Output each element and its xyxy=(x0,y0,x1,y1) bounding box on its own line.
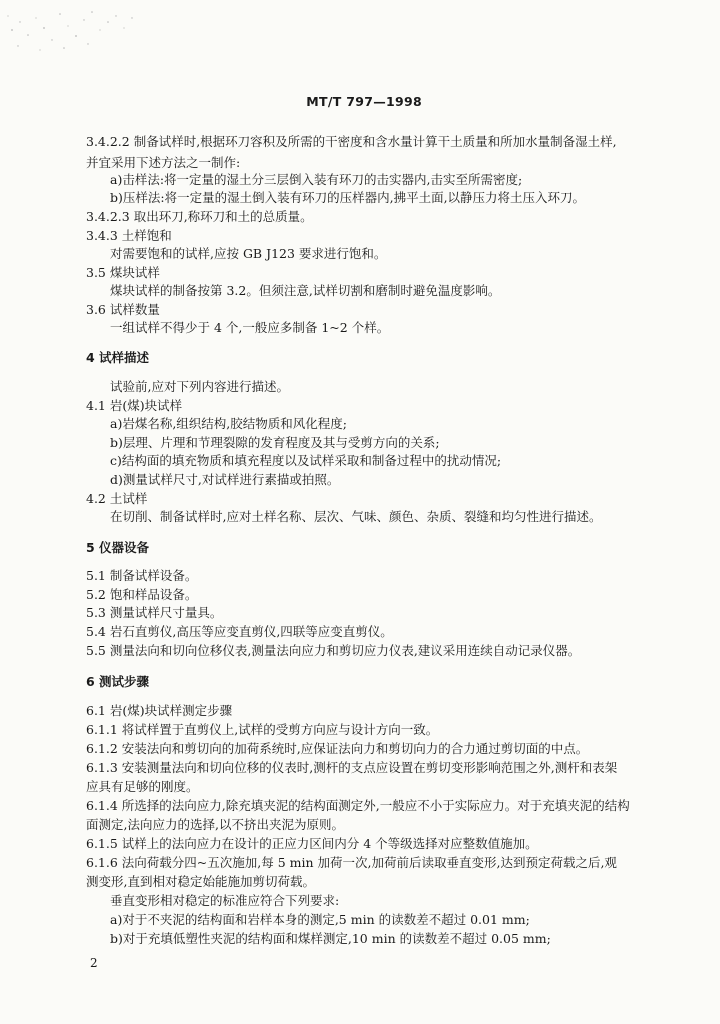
text-line-l09: 煤块试样的制备按第 3.2。但须注意,试样切割和磨制时避免温度影响。 xyxy=(110,283,501,298)
text-line-l10: 3.6 试样数量 xyxy=(86,302,160,317)
text-line-l16: b)层理、片理和节理裂隙的发育程度及其与受剪方向的关系; xyxy=(110,435,440,450)
text-line-l22: 5.1 制备试样设备。 xyxy=(86,568,198,583)
text-line-l17: c)结构面的填充物质和填充程度以及试样采取和制备过程中的扰动情况; xyxy=(110,453,502,468)
text-line-l38: 垂直变形相对稳定的标准应符合下列要求: xyxy=(110,893,340,908)
text-line-l03: a)击样法:将一定量的湿土分三层倒入装有环刀的击实器内,击实至所需密度; xyxy=(110,172,523,187)
text-line-l02: 并宜采用下述方法之一制作: xyxy=(86,155,241,170)
text-line-l11: 一组试样不得少于 4 个,一般应多制备 1~2 个样。 xyxy=(110,320,390,335)
page-number: 2 xyxy=(90,956,98,970)
text-line-l31: 6.1.3 安装测量法向和切向位移的仪表时,测杆的支点应设置在剪切变形影响范围之外,测杆和表架 xyxy=(86,760,618,775)
text-line-l15: a)岩煤名称,组织结构,胶结物质和风化程度; xyxy=(110,416,347,431)
text-line-l05: 3.4.2.3 取出环刀,称环刀和土的总质量。 xyxy=(86,209,313,224)
text-line-l33: 6.1.4 所选择的法向应力,除充填夹泥的结构面测定外,一般应不小于实际应力。对于充填夹泥的结构 xyxy=(86,798,630,813)
text-line-l04: b)压样法:将一定量的湿土倒入装有环刀的压样器内,拂平土面,以静压力将土压入环刀。 xyxy=(110,190,586,205)
text-line-l01: 3.4.2.2 制备试样时,根据环刀容积及所需的干密度和含水量计算干土质量和所加水量制备湿土样, xyxy=(86,134,617,149)
text-line-l29: 6.1.1 将试样置于直剪仪上,试样的受剪方向应与设计方向一致。 xyxy=(86,722,439,737)
text-line-l08: 3.5 煤块试样 xyxy=(86,265,160,280)
text-line-l13: 试验前,应对下列内容进行描述。 xyxy=(110,379,289,394)
text-line-l30: 6.1.2 安装法向和剪切向的加荷系统时,应保证法向力和剪切向力的合力通过剪切面的中点。 xyxy=(86,741,589,756)
section-heading-l21: 5 仪器设备 xyxy=(86,540,150,555)
text-line-l07: 对需要饱和的试样,应按 GB J123 要求进行饱和。 xyxy=(110,246,387,261)
text-line-l24: 5.3 测量试样尺寸量具。 xyxy=(86,605,223,620)
standard-header: MT/T 797—1998 xyxy=(306,94,422,109)
text-line-l28: 6.1 岩(煤)块试样测定步骤 xyxy=(86,703,233,718)
text-line-l26: 5.5 测量法向和切向位移仪表,测量法向应力和剪切应力仪表,建议采用连续自动记录仪器。 xyxy=(86,643,581,658)
text-line-l36: 6.1.6 法向荷载分四~五次施加,每 5 min 加荷一次,加荷前后读取垂直变形,达到预定荷载之后,观 xyxy=(86,855,617,870)
text-line-l32: 应具有足够的刚度。 xyxy=(86,779,199,794)
text-line-l39: a)对于不夹泥的结构面和岩样本身的测定,5 min 的读数差不超过 0.01 mm; xyxy=(110,912,530,927)
text-line-l20: 在切削、制备试样时,应对土样名称、层次、气味、颜色、杂质、裂缝和均匀性进行描述。 xyxy=(110,509,602,524)
text-line-l06: 3.4.3 土样饱和 xyxy=(86,228,172,243)
scan-speckle-mark xyxy=(0,0,150,70)
text-line-l34: 面测定,法向应力的选择,以不挤出夹泥为原则。 xyxy=(86,817,344,832)
text-line-l18: d)测量试样尺寸,对试样进行素描或拍照。 xyxy=(110,472,340,487)
text-line-l35: 6.1.5 试样上的法向应力在设计的正应力区间内分 4 个等级选择对应整数值施加。 xyxy=(86,836,538,851)
text-line-l37: 测变形,直到相对稳定始能施加剪切荷载。 xyxy=(86,874,315,889)
text-line-l23: 5.2 饱和样品设备。 xyxy=(86,587,198,602)
section-heading-l12: 4 试样描述 xyxy=(86,350,150,365)
text-line-l25: 5.4 岩石直剪仪,高压等应变直剪仪,四联等应变直剪仪。 xyxy=(86,624,393,639)
text-line-l40: b)对于充填低塑性夹泥的结构面和煤样测定,10 min 的读数差不超过 0.05 mm; xyxy=(110,931,551,946)
text-line-l14: 4.1 岩(煤)块试样 xyxy=(86,398,183,413)
text-line-l19: 4.2 土试样 xyxy=(86,491,148,506)
section-heading-l27: 6 测试步骤 xyxy=(86,674,150,689)
